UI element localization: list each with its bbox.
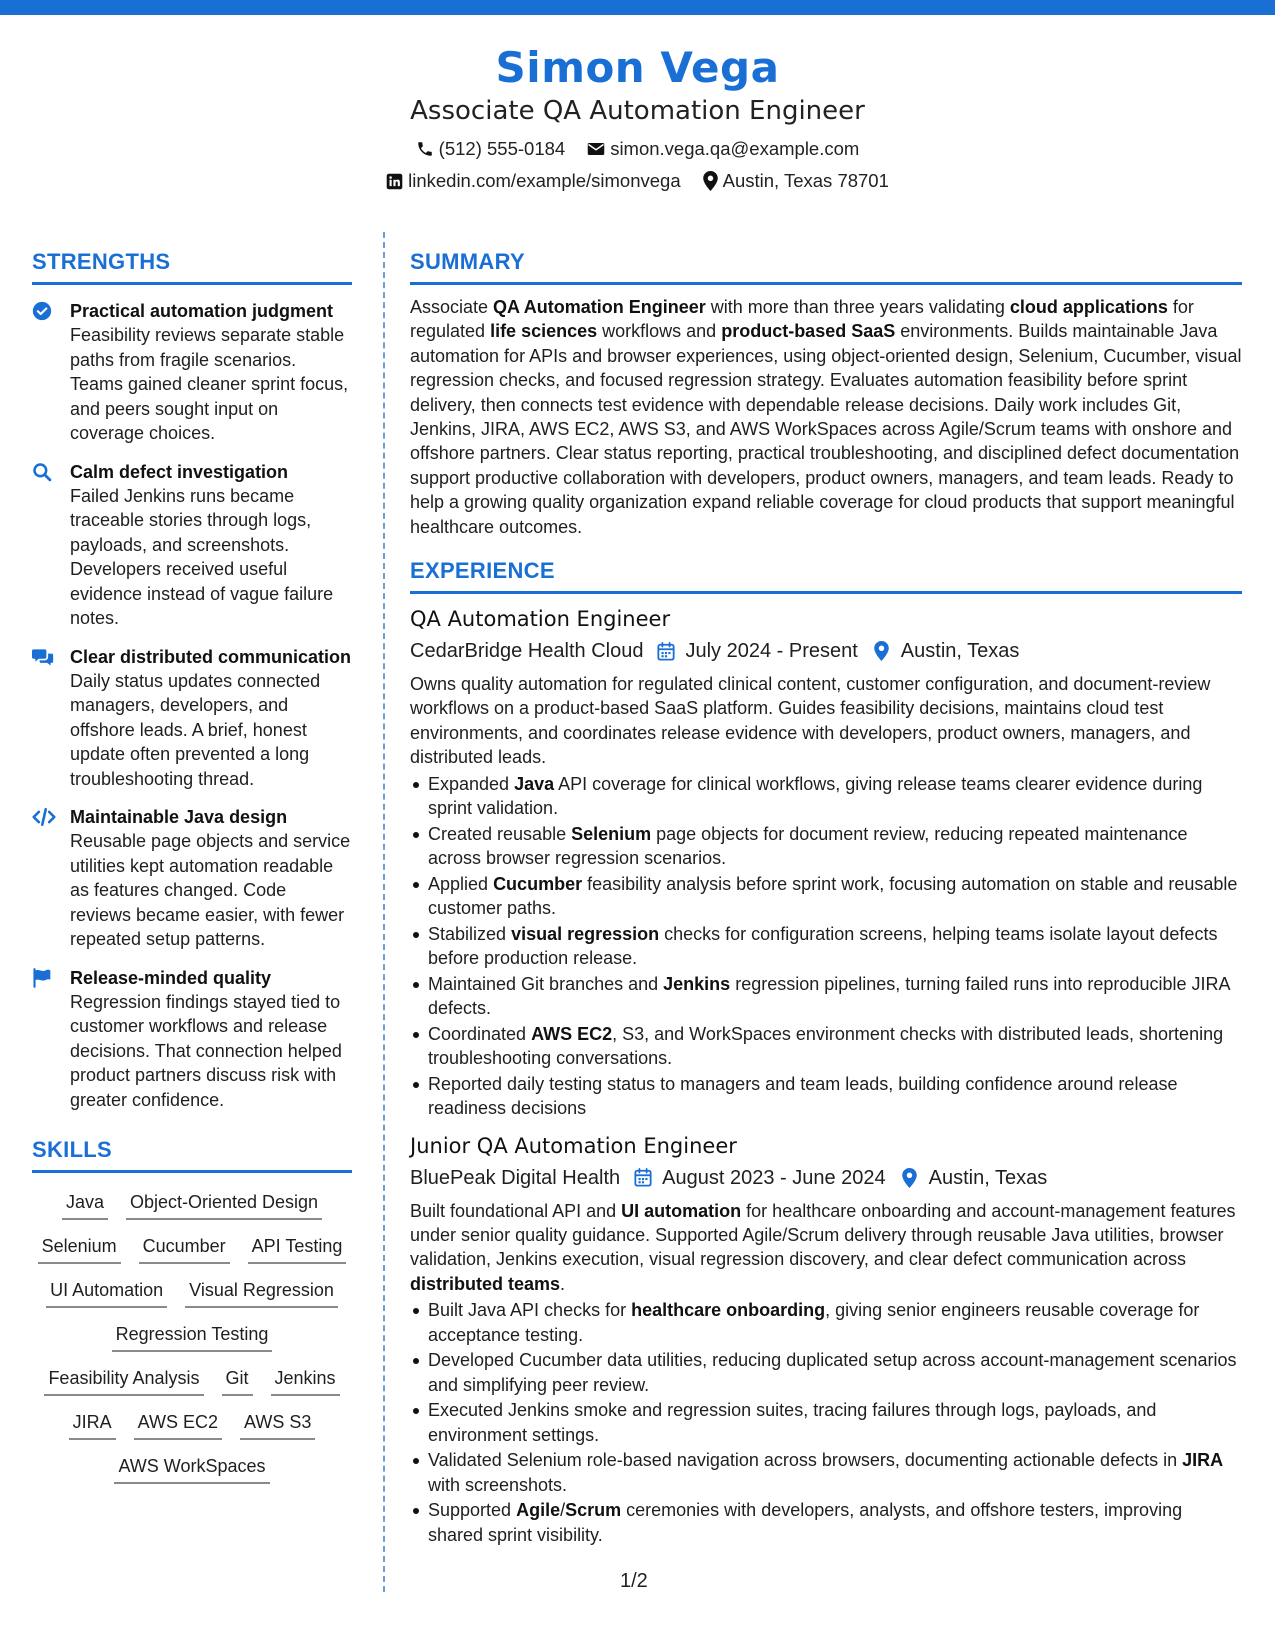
email-address: simon.vega.qa@example.com <box>610 138 860 159</box>
strength-title: Calm defect investigation <box>70 461 289 482</box>
job-bullet: Supported Agile/Scrum ceremonies with developers, analysts, and offshore testers, improving shared sprint visibility. <box>410 1498 1242 1547</box>
column-divider <box>383 232 385 1592</box>
envelope-icon <box>587 141 605 157</box>
skill-row <box>32 1189 352 1220</box>
skill-row <box>32 1453 352 1484</box>
job-title: QA Automation Engineer <box>410 607 671 632</box>
job-meta <box>410 1163 1242 1193</box>
location-text: Austin, Texas 78701 <box>722 170 889 191</box>
skill-tag: Java <box>62 1189 108 1220</box>
skills-list <box>32 1189 352 1484</box>
strength-item <box>32 805 352 952</box>
job-bullet: Executed Jenkins smoke and regression suites, tracing failures through logs, payloads, and environment settings. <box>410 1398 1242 1447</box>
strength-item <box>32 299 352 446</box>
job-location: Austin, Texas <box>928 1166 1048 1189</box>
left-column <box>32 248 352 1497</box>
strength-title: Practical automation judgment <box>70 301 334 321</box>
job-dates: July 2024 - Present <box>685 640 858 663</box>
skill-tag: Object-Oriented Design <box>126 1189 322 1220</box>
candidate-title: Associate QA Automation Engineer <box>410 96 865 126</box>
summary-paragraph: Associate QA Automation Engineer with more than three years validating cloud applications for regulated life sciences workflows and product-based SaaS environments. Builds maintainable Java automation for APIs and browser experiences, using object-oriented design, Selenium, Cucumber, visual regression checks, and focused regression strategy. Evaluates automation feasibility before sprint delivery, then connects test evidence with dependable release decisions. Daily work includes Git, Jenkins, JIRA, AWS EC2, AWS S3, and AWS WorkSpaces across Agile/Scrum teams with onshore and offshore partners. Clear status reporting, practical troubleshooting, and disciplined defect documentation support productive collaboration with developers, product owners, managers, and team leads. Ready to help a growing quality organization expand reliable coverage for cloud products that support meaningful healthcare outcomes. <box>410 297 1242 537</box>
strength-text: Failed Jenkins runs became traceable stories through logs, payloads, and screenshots. Developers received useful evidence instead of vague failure notes. <box>70 485 334 628</box>
summary-heading: SUMMARY <box>410 248 1242 285</box>
job-bullet: Maintained Git branches and Jenkins regression pipelines, turning failed runs into reproducible JIRA defects. <box>410 972 1242 1021</box>
strength-text: Regression findings stayed tied to customer workflows and release decisions. That connection helped product partners discuss risk with greater confidence. <box>70 991 342 1110</box>
skill-tag: AWS S3 <box>240 1409 315 1440</box>
strength-text: Daily status updates connected managers, developers, and offshore leads. A brief, honest update often prevented a long troubleshooting thread. <box>70 670 321 789</box>
skill-tag: Jenkins <box>271 1365 340 1396</box>
job-bullet: Stabilized visual regression checks for configuration screens, helping teams isolate layout defects before production release. <box>410 922 1242 971</box>
job-bullets <box>410 772 1242 1121</box>
strength-item <box>32 645 352 792</box>
job-bullet: Created reusable Selenium page objects for document review, reducing repeated maintenance across browser regression scenarios. <box>410 822 1242 871</box>
job-bullet: Reported daily testing status to managers and team leads, building confidence around release readiness decisions <box>410 1072 1242 1121</box>
flag-icon <box>32 966 70 1113</box>
contact-email[interactable] <box>587 136 859 162</box>
strengths-heading: STRENGTHS <box>32 248 352 285</box>
strength-text: Reusable page objects and service utilities kept automation readable as features changed. Code reviews became easier, with fewer repeated setup patterns. <box>70 831 351 949</box>
skill-row <box>32 1409 352 1440</box>
contact-phone[interactable] <box>416 136 566 162</box>
strength-title: Maintainable Java design <box>70 807 288 827</box>
map-pin-icon <box>703 171 718 191</box>
strength-text: Feasibility reviews separate stable paths from fragile scenarios. Teams gained cleaner sprint focus, and peers sought input on coverage choices. <box>70 325 349 443</box>
strength-item <box>32 460 352 631</box>
calendar-icon <box>657 642 675 661</box>
phone-icon <box>416 140 434 158</box>
skill-row <box>32 1277 352 1308</box>
map-pin-icon <box>902 1168 917 1188</box>
skill-tag: Visual Regression <box>185 1277 338 1308</box>
job-location: Austin, Texas <box>900 640 1020 663</box>
skill-row <box>32 1321 352 1352</box>
code-icon <box>32 805 70 952</box>
skill-tag: Regression Testing <box>112 1321 273 1352</box>
calendar-icon <box>634 1168 652 1187</box>
right-column <box>410 248 1242 1547</box>
job-description: Owns quality automation for regulated clinical content, customer configuration, and document-review workflows on a product-based SaaS platform. Guides feasibility decisions, maintains cloud test environments, and coordinates release evidence with developers, product owners, managers, and distributed leads. <box>410 674 1211 768</box>
skill-tag: Selenium <box>38 1233 121 1264</box>
page-number: 1/2 <box>620 1570 648 1592</box>
job-title: Junior QA Automation Engineer <box>410 1133 737 1158</box>
company-name: CedarBridge Health Cloud <box>410 640 644 663</box>
phone-number: (512) 555-0184 <box>438 138 566 159</box>
job-dates: August 2023 - June 2024 <box>662 1166 886 1189</box>
job-bullet: Validated Selenium role-based navigation across browsers, documenting actionable defects in JIRA with screenshots. <box>410 1448 1242 1497</box>
job-bullet: Built Java API checks for healthcare onboarding, giving senior engineers reusable coverage for acceptance testing. <box>410 1298 1242 1347</box>
job-entry <box>410 604 1242 1120</box>
skill-tag: API Testing <box>248 1233 347 1264</box>
skill-tag: Feasibility Analysis <box>44 1365 203 1396</box>
check-circle-icon <box>32 299 70 446</box>
skills-heading: SKILLS <box>32 1136 352 1173</box>
resume-header <box>0 40 1275 194</box>
skill-tag: UI Automation <box>46 1277 167 1308</box>
job-description: Built foundational API and UI automation for healthcare onboarding and account-management features under senior quality guidance. Supported Agile/Scrum delivery through reusable Java utilities, browser validation, Jenkins execution, visual regression discovery, and clear defect communication across distributed teams. <box>410 1200 1236 1294</box>
map-pin-icon <box>874 641 889 661</box>
skill-tag: Git <box>222 1365 253 1396</box>
search-icon <box>32 460 70 631</box>
skill-tag: AWS WorkSpaces <box>114 1453 269 1484</box>
job-bullet: Developed Cucumber data utilities, reducing duplicated setup across account-management scenarios and simplifying peer review. <box>410 1348 1242 1397</box>
candidate-name: Simon Vega <box>495 43 780 92</box>
contact-location <box>703 168 889 194</box>
job-meta <box>410 636 1242 666</box>
skill-row <box>32 1233 352 1264</box>
chat-bubbles-icon <box>32 645 70 792</box>
contact-row-secondary <box>0 168 1275 194</box>
skill-row <box>32 1365 352 1396</box>
job-bullet: Expanded Java API coverage for clinical workflows, giving release teams clearer evidence during sprint validation. <box>410 772 1242 821</box>
job-entry <box>410 1131 1242 1547</box>
strength-title: Release-minded quality <box>70 967 272 988</box>
contact-linkedin[interactable] <box>386 168 681 194</box>
skill-tag: JIRA <box>69 1409 116 1440</box>
top-accent-bar <box>0 0 1275 15</box>
linkedin-icon <box>386 173 403 190</box>
linkedin-url: linkedin.com/example/simonvega <box>408 170 681 191</box>
skill-tag: AWS EC2 <box>134 1409 222 1440</box>
strength-title: Clear distributed communication <box>70 646 352 667</box>
skill-tag: Cucumber <box>139 1233 230 1264</box>
job-bullet: Coordinated AWS EC2, S3, and WorkSpaces environment checks with distributed leads, shortening troubleshooting conversations. <box>410 1022 1242 1071</box>
job-bullet: Applied Cucumber feasibility analysis before sprint work, focusing automation on stable and reusable customer paths. <box>410 872 1242 921</box>
company-name: BluePeak Digital Health <box>410 1166 621 1189</box>
job-bullets <box>410 1298 1242 1547</box>
contact-row-primary <box>0 136 1275 162</box>
strength-item <box>32 966 352 1113</box>
experience-heading: EXPERIENCE <box>410 557 1242 594</box>
